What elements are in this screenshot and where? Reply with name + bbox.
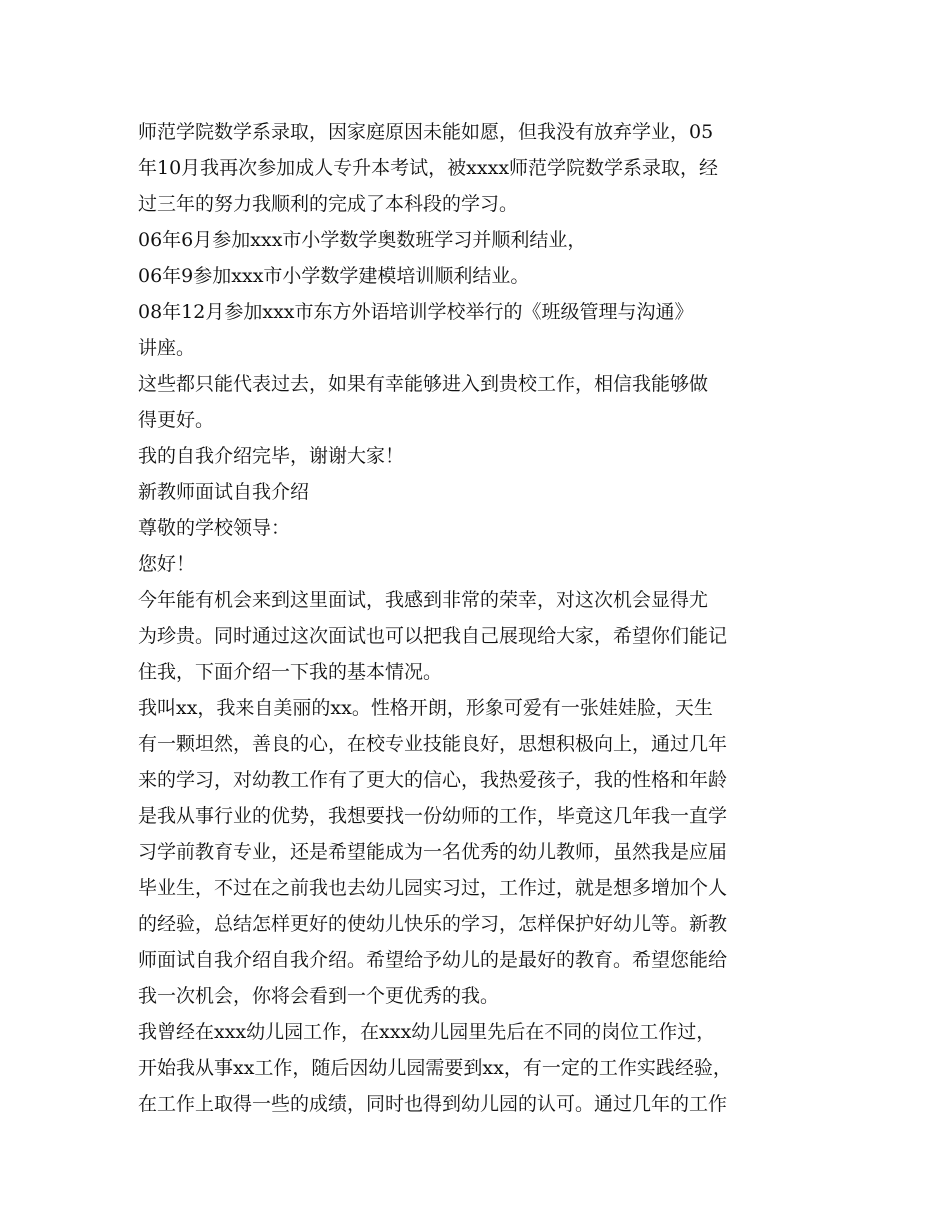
text-line: 08年12月参加xxx市东方外语培训学校举行的《班级管理与沟通》	[138, 301, 694, 323]
text-line: 我一次机会，你将会看到一个更优秀的我。	[138, 985, 500, 1007]
text-line: 讲座。	[138, 337, 196, 359]
text-line: 我叫xx，我来自美丽的xx。性格开朗，形象可爱有一张娃娃脸，天生	[138, 697, 713, 719]
text-line: 为珍贵。同时通过这次面试也可以把我自己展现给大家，希望你们能记	[138, 625, 728, 647]
text-line: 是我从事行业的优势，我想要找一份幼师的工作，毕竟这几年我一直学	[138, 805, 728, 827]
text-line: 住我，下面介绍一下我的基本情况。	[138, 661, 443, 683]
text-line: 得更好。	[138, 409, 215, 431]
text-line: 师面试自我介绍自我介绍。希望给予幼儿的是最好的教育。希望您能给	[138, 949, 728, 971]
text-line: 有一颗坦然，善良的心，在校专业技能良好，思想积极向上，通过几年	[138, 733, 728, 755]
text-line: 开始我从事xx工作，随后因幼儿园需要到xx，有一定的工作实践经验，	[138, 1057, 732, 1079]
text-line: 毕业生，不过在之前我也去幼儿园实习过，工作过，就是想多增加个人	[138, 877, 728, 899]
text-line: 习学前教育专业，还是希望能成为一名优秀的幼儿教师，虽然我是应届	[138, 841, 728, 863]
document-body	[138, 114, 818, 1122]
text-line: 师范学院数学系录取，因家庭原因未能如愿，但我没有放弃学业，05	[138, 121, 714, 143]
salutation: 尊敬的学校领导：	[138, 517, 291, 539]
text-line: 的经验，总结怎样更好的使幼儿快乐的学习，怎样保护好幼儿等。新教	[138, 913, 728, 935]
text-line: 在工作上取得一些的成绩，同时也得到幼儿园的认可。通过几年的工作	[138, 1093, 728, 1115]
text-line: 今年能有机会来到这里面试，我感到非常的荣幸，对这次机会显得尤	[138, 589, 709, 611]
text-line: 06年9参加xxx市小学数学建模培训顺利结业。	[138, 265, 530, 287]
text-line: 年10月我再次参加成人专升本考试，被xxxx师范学院数学系录取，经	[138, 157, 719, 179]
text-line: 这些都只能代表过去，如果有幸能够进入到贵校工作，相信我能够做	[138, 373, 709, 395]
text-line: 来的学习，对幼教工作有了更大的信心，我热爱孩子，我的性格和年龄	[138, 769, 728, 791]
text-line: 06年6月参加xxx市小学数学奥数班学习并顺利结业，	[138, 229, 587, 251]
greeting: 您好！	[138, 553, 196, 575]
text-line: 我的自我介绍完毕，谢谢大家！	[138, 445, 405, 467]
section-title: 新教师面试自我介绍	[138, 481, 310, 503]
text-line: 我曾经在xxx幼儿园工作，在xxx幼儿园里先后在不同的岗位工作过，	[138, 1021, 716, 1043]
text-line: 过三年的努力我顺利的完成了本科段的学习。	[138, 193, 519, 215]
